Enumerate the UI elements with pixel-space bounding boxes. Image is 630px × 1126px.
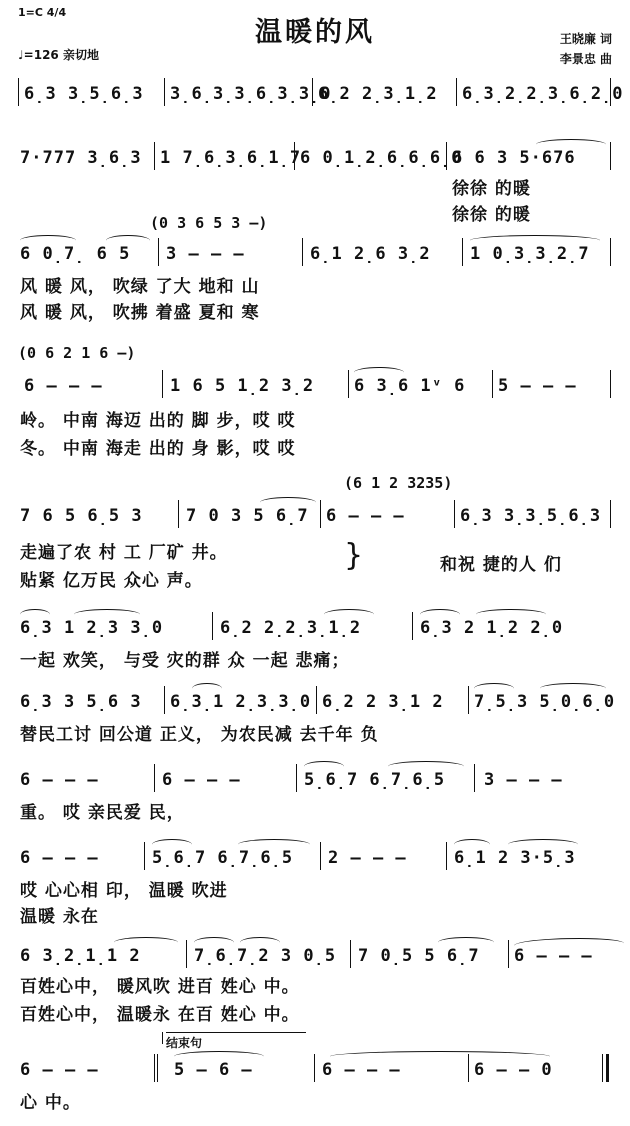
- barline: [314, 1054, 315, 1082]
- side-lyric: 和祝 捷的人 们: [440, 555, 562, 575]
- measure: 6̣2 2̣2̣3̣1̣2: [220, 618, 362, 638]
- measure: 6̣3̣2̣2̣3̣6̣2̣0: [462, 84, 624, 104]
- lyric-verse-1: 岭。 中南 海迈 出的 脚 步，哎 哎: [20, 411, 296, 431]
- lyric-verse-1: 风 暖 风， 吹绿 了大 地和 山: [20, 277, 260, 297]
- lyric-verse-2: 温暖 永在: [20, 907, 99, 927]
- barline: [157, 1054, 158, 1082]
- barline: [178, 500, 179, 528]
- barline: [446, 842, 447, 870]
- measure: 6̣3 2 1̣2 2̣0: [420, 618, 564, 638]
- barline: [302, 238, 303, 266]
- barline: [610, 238, 611, 266]
- lyric-verse-1: 走遍了农 村 工 厂矿 井。: [20, 543, 228, 563]
- barline: [508, 940, 509, 968]
- measure: 5̣6̣7 6̣7̣6̣5: [304, 770, 446, 790]
- lyric-verse-2: 风 暖 风， 吹拂 着盛 夏和 寒: [20, 303, 260, 323]
- music-line: [14, 72, 624, 112]
- music-line: [14, 680, 614, 720]
- lyric-verse-1: 哎 心心相 印， 温暖 吹进: [20, 881, 228, 901]
- barline: [474, 764, 475, 792]
- measure: 6̣2 2 3̣1 2: [322, 692, 444, 712]
- measure: 6 – – –: [20, 770, 99, 790]
- barline: [312, 78, 313, 106]
- measure: 7 6 5 6̣5 3: [20, 506, 143, 526]
- measure: 6 – – –: [24, 376, 103, 396]
- final-barline-thick: [606, 1054, 609, 1082]
- measure: 6 – – –: [326, 506, 405, 526]
- lyric-verse-2: 徐徐 的暖: [452, 205, 531, 225]
- music-line: [14, 934, 614, 974]
- measure: 7̣5̣3 5̣0̣6̣0: [474, 692, 616, 712]
- measure: 3 – – –: [166, 244, 245, 264]
- music-line: [14, 1048, 614, 1088]
- interlude-annotation: (0 6 2 1 6 –): [18, 344, 136, 362]
- barline: [456, 78, 457, 106]
- barline: [296, 764, 297, 792]
- lyric-verse-2: 冬。 中南 海走 出的 身 影，哎 哎: [20, 439, 296, 459]
- music-line: [14, 232, 614, 272]
- measure: 7 0 3 5 6̣7: [186, 506, 309, 526]
- measure: 6 0̣1̣2̣6̣6̣6̣0: [300, 148, 463, 168]
- lyric-verse-1: 一起 欢笑， 与受 灾的群 众 一起 悲痛；: [20, 651, 350, 671]
- barline: [186, 940, 187, 968]
- measure: 7 0̣5 5 6̣7: [358, 946, 480, 966]
- measure: 6 – – –: [514, 946, 593, 966]
- measure: 7̣6̣7̣2 3 0̣5: [194, 946, 337, 966]
- measure: 2 – – –: [328, 848, 407, 868]
- final-barline: [602, 1054, 603, 1082]
- measure: 6̣3̣1 2̣3̣3̣0: [170, 692, 312, 712]
- barline: [320, 842, 321, 870]
- barline: [348, 370, 349, 398]
- lyric-verse-1: 重。 哎 亲民爱 民，: [20, 803, 185, 823]
- measure: 7·777 3̣6̣3: [20, 148, 142, 168]
- music-line: [14, 364, 614, 404]
- lyric-verse-2: 贴紧 亿万民 众心 声。: [20, 571, 203, 591]
- barline: [454, 500, 455, 528]
- barline: [468, 686, 469, 714]
- barline: [294, 142, 295, 170]
- repeat-sign: [154, 1054, 155, 1082]
- measure: 6̣3 3̣3̣5̣6̣3: [460, 506, 602, 526]
- interlude-annotation: (0 3 6 5 3 –): [150, 214, 268, 232]
- measure: 6̣1 2 3·5̣3: [454, 848, 576, 868]
- barline: [468, 1054, 469, 1082]
- measure: 6̣3 3 5̣6 3: [20, 692, 142, 712]
- barline: [144, 842, 145, 870]
- barline: [462, 238, 463, 266]
- barline: [18, 78, 19, 106]
- barline: [320, 500, 321, 528]
- barline: [412, 612, 413, 640]
- composer-credit: 李景忠 曲: [559, 52, 612, 66]
- measure: 5 – 6 –: [174, 1060, 253, 1080]
- barline: [350, 940, 351, 968]
- barline: [610, 500, 611, 528]
- measure: 6 – – –: [322, 1060, 401, 1080]
- measure: 3 – – –: [484, 770, 563, 790]
- key-signature: 1=C 4/4: [18, 6, 67, 19]
- barline: [162, 370, 163, 398]
- music-line: [14, 494, 614, 534]
- measure: 6 3̣6 1ᵛ 6: [354, 376, 466, 396]
- barline: [154, 142, 155, 170]
- measure: 6 3̣2̣1̣1 2: [20, 946, 141, 966]
- slur: [536, 139, 606, 150]
- measure: 3̣6̣3̣3̣6̣3̣3̣0: [170, 84, 332, 104]
- barline: [492, 370, 493, 398]
- lyric-verse-1: 替民工讨 回公道 正义， 为农民减 去千年 负: [20, 725, 379, 745]
- measure: 6 – – 0: [474, 1060, 553, 1080]
- measure: 1 0̣3̣3̣2̣7: [470, 244, 590, 264]
- music-line: [14, 758, 614, 798]
- measure: 1 6 5 1̣2 3̣2: [170, 376, 315, 396]
- music-line: [14, 606, 614, 646]
- lyric-verse-2: 百姓心中， 温暖永 在百 姓心 中。: [20, 1005, 300, 1025]
- measure: 5 – – –: [498, 376, 577, 396]
- lyric-verse-1: 徐徐 的暖: [452, 179, 531, 199]
- measure: 6 0̣7̣ 6 5: [20, 244, 131, 264]
- barline: [212, 612, 213, 640]
- music-line: [14, 136, 614, 176]
- barline: [158, 238, 159, 266]
- measure: 6̣3 1 2̣3 3̣0: [20, 618, 164, 638]
- interlude-annotation: (6 1 2 3235): [344, 474, 453, 492]
- music-line: [14, 836, 614, 876]
- barline: [446, 142, 447, 170]
- measure: 6 – – –: [20, 1060, 99, 1080]
- measure: 6 6 3 5·676: [452, 148, 576, 168]
- measure: 6 – – –: [20, 848, 99, 868]
- coda-label: 结束句: [166, 1032, 306, 1051]
- barline: [164, 78, 165, 106]
- barline: [610, 370, 611, 398]
- barline: [610, 142, 611, 170]
- measure: 6 – – –: [162, 770, 241, 790]
- barline: [610, 78, 611, 106]
- measure: 5̣6̣7 6̣7̣6̣5: [152, 848, 294, 868]
- lyricist-credit: 王晓廉 词: [559, 32, 612, 46]
- measure: 1 7̣6̣3̣6̣1̣7: [160, 148, 302, 168]
- measure: 6̣3 3̣5̣6̣3: [24, 84, 144, 104]
- coda-bracket: [162, 1032, 163, 1044]
- measure: 6̣2 2̣3̣1̣2: [318, 84, 438, 104]
- barline: [154, 764, 155, 792]
- barline: [316, 686, 317, 714]
- lyric-verse-1: 百姓心中， 暖风吹 进百 姓心 中。: [20, 977, 300, 997]
- measure: 6̣1 2̣6 3̣2: [310, 244, 431, 264]
- tempo-marking: ♩=126 亲切地: [18, 48, 99, 62]
- lyric-verse-1: 心 中。: [20, 1093, 81, 1113]
- brace: }: [344, 538, 364, 573]
- barline: [164, 686, 165, 714]
- song-title: 温暖的风: [255, 17, 375, 48]
